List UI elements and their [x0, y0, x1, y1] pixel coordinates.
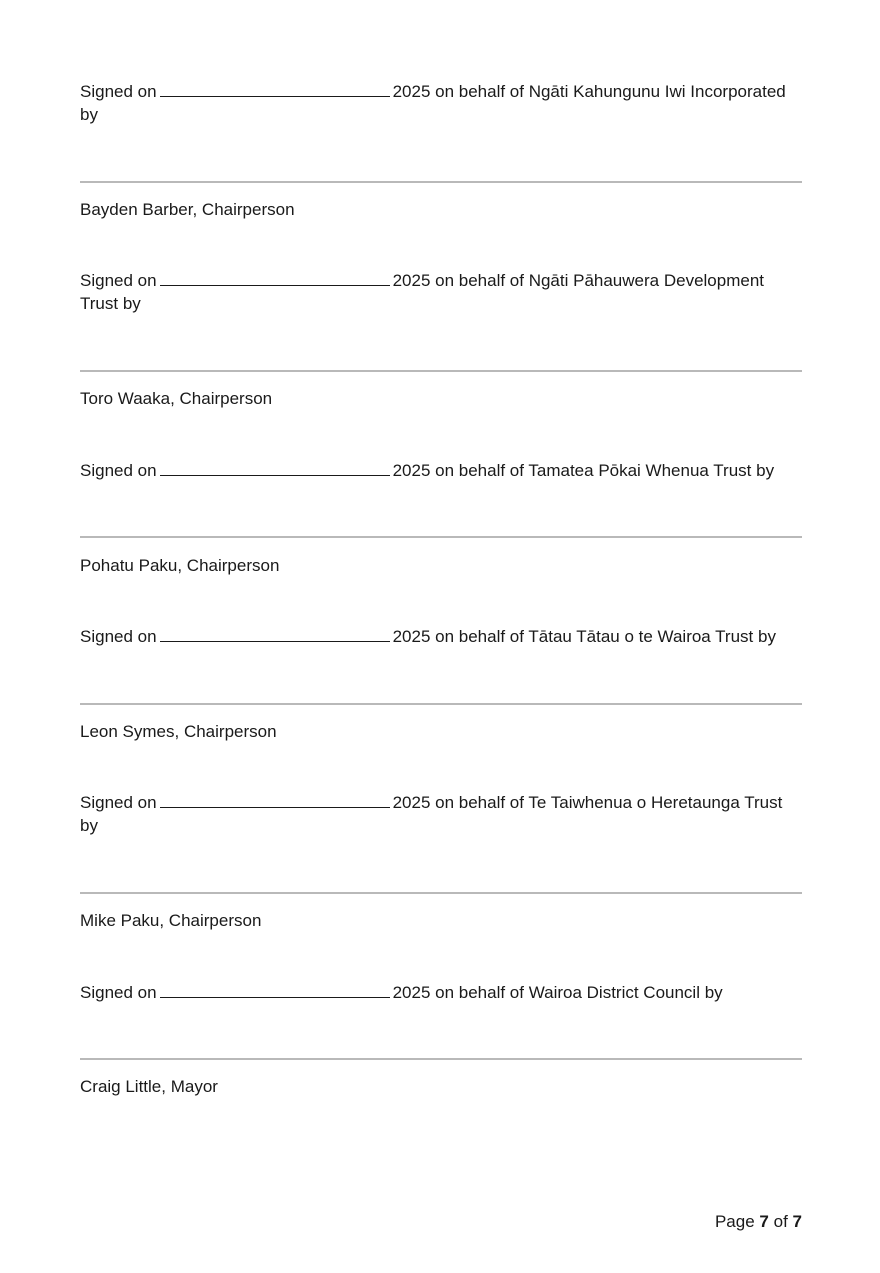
signing-statement	[80, 459, 802, 482]
signatory-name: Leon Symes, Chairperson	[80, 722, 277, 741]
signed-on-label: Signed on	[80, 793, 157, 812]
signed-on-label: Signed on	[80, 461, 157, 480]
page-label: Page	[714, 1212, 755, 1231]
signing-party-text: 2025 on behalf of Te Taiwhenua o Heretaunga Trust by	[80, 793, 783, 835]
date-blank-line	[160, 981, 390, 998]
signing-statement	[80, 981, 802, 1004]
signatory-name: Craig Little, Mayor	[80, 1077, 218, 1096]
signatory-name: Pohatu Paku, Chairperson	[80, 556, 280, 575]
signatory-name: Bayden Barber, Chairperson	[80, 200, 295, 219]
date-blank-line	[160, 459, 390, 476]
signing-party-text: 2025 on behalf of Ngāti Pāhauwera Development Trust by	[80, 271, 764, 313]
signing-party-text: 2025 on behalf of Ngāti Kahungunu Iwi Incorporated by	[80, 82, 786, 124]
signed-on-label: Signed on	[80, 271, 157, 290]
signed-on-label: Signed on	[80, 627, 157, 646]
signature-line	[80, 892, 802, 894]
signed-on-label: Signed on	[80, 82, 157, 101]
page-number	[715, 1210, 802, 1233]
signature-line	[80, 703, 802, 705]
total-pages: 7	[792, 1212, 802, 1231]
date-blank-line	[160, 791, 390, 808]
signature-line	[80, 181, 802, 183]
signatory-name: Mike Paku, Chairperson	[80, 911, 262, 930]
signature-line	[80, 1058, 802, 1060]
signing-party-text: 2025 on behalf of Wairoa District Council by	[392, 983, 723, 1002]
date-blank-line	[160, 625, 390, 642]
signing-statement	[80, 625, 802, 648]
signature-line	[80, 536, 802, 538]
signing-statement	[80, 791, 802, 837]
of-label: of	[773, 1212, 788, 1231]
signing-party-text: 2025 on behalf of Tātau Tātau o te Wairoa Trust by	[392, 627, 776, 646]
signing-party-text: 2025 on behalf of Tamatea Pōkai Whenua Trust by	[392, 461, 775, 480]
current-page: 7	[759, 1212, 769, 1231]
signature-line	[80, 370, 802, 372]
date-blank-line	[160, 80, 390, 97]
signing-statement	[80, 269, 802, 315]
signing-statement	[80, 80, 802, 126]
signatory-name: Toro Waaka, Chairperson	[80, 389, 273, 408]
date-blank-line	[160, 269, 390, 286]
signed-on-label: Signed on	[80, 983, 157, 1002]
